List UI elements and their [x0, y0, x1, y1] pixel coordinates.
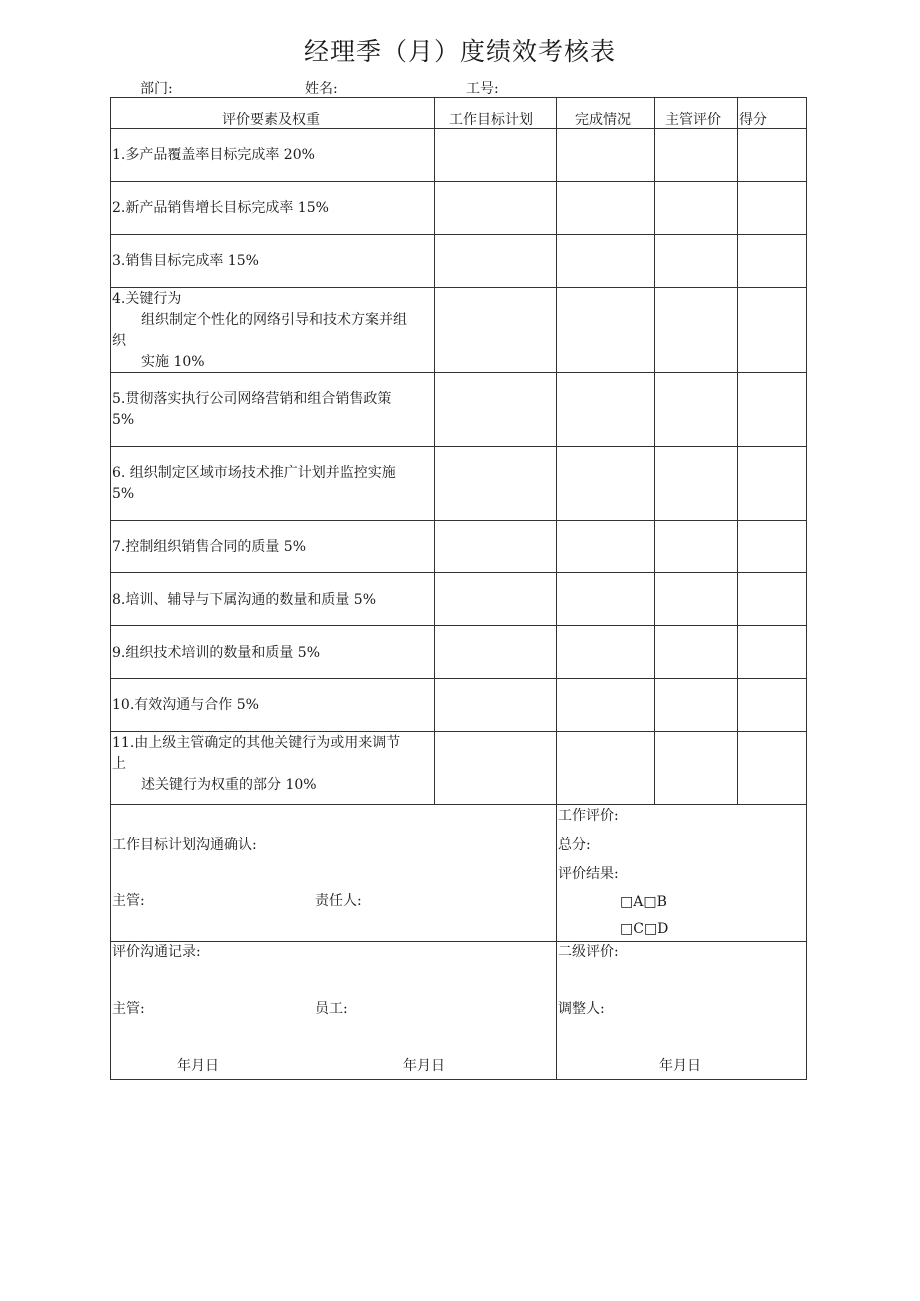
work-evaluation-label: 工作评价: [558, 808, 619, 824]
second-level-evaluation-label: 二级评价: [558, 944, 619, 960]
adjuster-label: 调整人: [558, 1001, 605, 1017]
date-adjuster: 年月日 [659, 1058, 701, 1074]
grade-options-ab: □A□B [620, 894, 667, 910]
header-target-plan: 工作目标计划 [449, 112, 533, 128]
criteria-item-3: 3.销售目标完成率 15% [112, 253, 259, 269]
criteria-item-4: 4.关键行为 组织制定个性化的网络引导和技术方案并组 织 实施 10% [112, 291, 407, 370]
criteria-item-8: 8.培训、辅导与下属沟通的数量和质量 5% [112, 592, 377, 608]
header-score: 得分 [739, 112, 767, 128]
header-supervisor-eval: 主管评价 [665, 112, 721, 128]
criteria-item-6: 6. 组织制定区域市场技术推广计划并监控实施 5% [112, 465, 396, 502]
criteria-item-11: 11.由上级主管确定的其他关键行为或用来调节 上 述关键行为权重的部分 10% [112, 735, 401, 793]
criteria-item-2: 2.新产品销售增长目标完成率 15% [112, 200, 329, 216]
record-supervisor-label: 主管: [112, 1001, 145, 1017]
grade-options-cd: □C□D [620, 921, 669, 937]
date-supervisor: 年月日 [177, 1058, 219, 1074]
total-score-label: 总分: [558, 837, 591, 853]
criteria-item-7: 7.控制组织销售合同的质量 5% [112, 539, 307, 555]
page-title: 经理季（月）度绩效考核表 [303, 37, 616, 66]
evaluation-result-label: 评价结果: [558, 866, 619, 882]
criteria-item-10: 10.有效沟通与合作 5% [112, 697, 259, 713]
name-label: 姓名: [305, 81, 338, 97]
department-label: 部门: [140, 81, 173, 97]
confirm-responsible-label: 责任人: [315, 893, 362, 909]
date-employee: 年月日 [403, 1058, 445, 1074]
criteria-item-9: 9.组织技术培训的数量和质量 5% [112, 645, 321, 661]
header-criteria: 评价要素及权重 [222, 112, 320, 128]
criteria-item-5: 5.贯彻落实执行公司网络营销和组合销售政策 5% [112, 391, 392, 428]
evaluation-record-label: 评价沟通记录: [112, 944, 201, 960]
record-employee-label: 员工: [315, 1001, 348, 1017]
employee-id-label: 工号: [466, 81, 499, 97]
target-plan-confirmation-label: 工作目标计划沟通确认: [112, 837, 257, 853]
criteria-item-1: 1.多产品覆盖率目标完成率 20% [112, 147, 315, 163]
confirm-supervisor-label: 主管: [112, 893, 145, 909]
header-completion: 完成情况 [575, 112, 631, 128]
